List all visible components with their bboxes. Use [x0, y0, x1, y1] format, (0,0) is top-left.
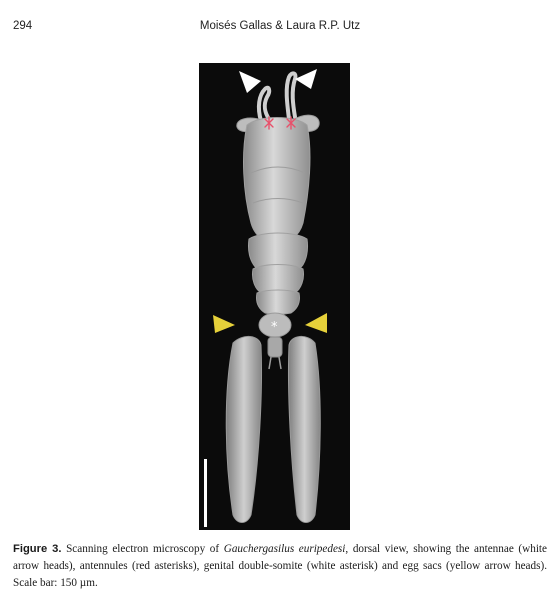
antenna-arrowhead-right [295, 69, 317, 89]
egg-sac-arrowhead-left [213, 315, 235, 333]
thoracic-segment-3 [256, 290, 299, 315]
right-egg-sac [288, 336, 320, 522]
caption-text-before: Scanning electron microscopy of [61, 543, 224, 555]
genital-somite-asterisk: * [271, 320, 278, 335]
copepod-specimen-illustration [199, 63, 350, 530]
caption-text-after: , dorsal view, showing the antennae (white arrow heads), antennules (red asterisks), genital double-somite (white asterisk) and egg sacs (yellow arrow heads). Scale bar: 150 µm. [13, 543, 547, 589]
left-egg-sac [226, 336, 261, 522]
scale-bar [204, 459, 207, 527]
running-header [13, 20, 547, 36]
sem-micrograph [199, 63, 350, 530]
antenna-arrowhead-left [239, 71, 261, 93]
running-header-authors: Moisés Gallas & Laura R.P. Utz [199, 20, 361, 32]
figure-caption [13, 541, 547, 592]
caption-label: Figure 3. [13, 543, 62, 555]
caption-species-name: Gauchergasilus euripedesi [223, 543, 346, 555]
left-antenna [259, 88, 269, 121]
egg-sac-arrowhead-right [305, 313, 327, 333]
abdomen [268, 337, 282, 357]
page-number: 294 [13, 20, 33, 32]
right-antenna [287, 73, 296, 119]
cephalothorax [244, 118, 310, 245]
